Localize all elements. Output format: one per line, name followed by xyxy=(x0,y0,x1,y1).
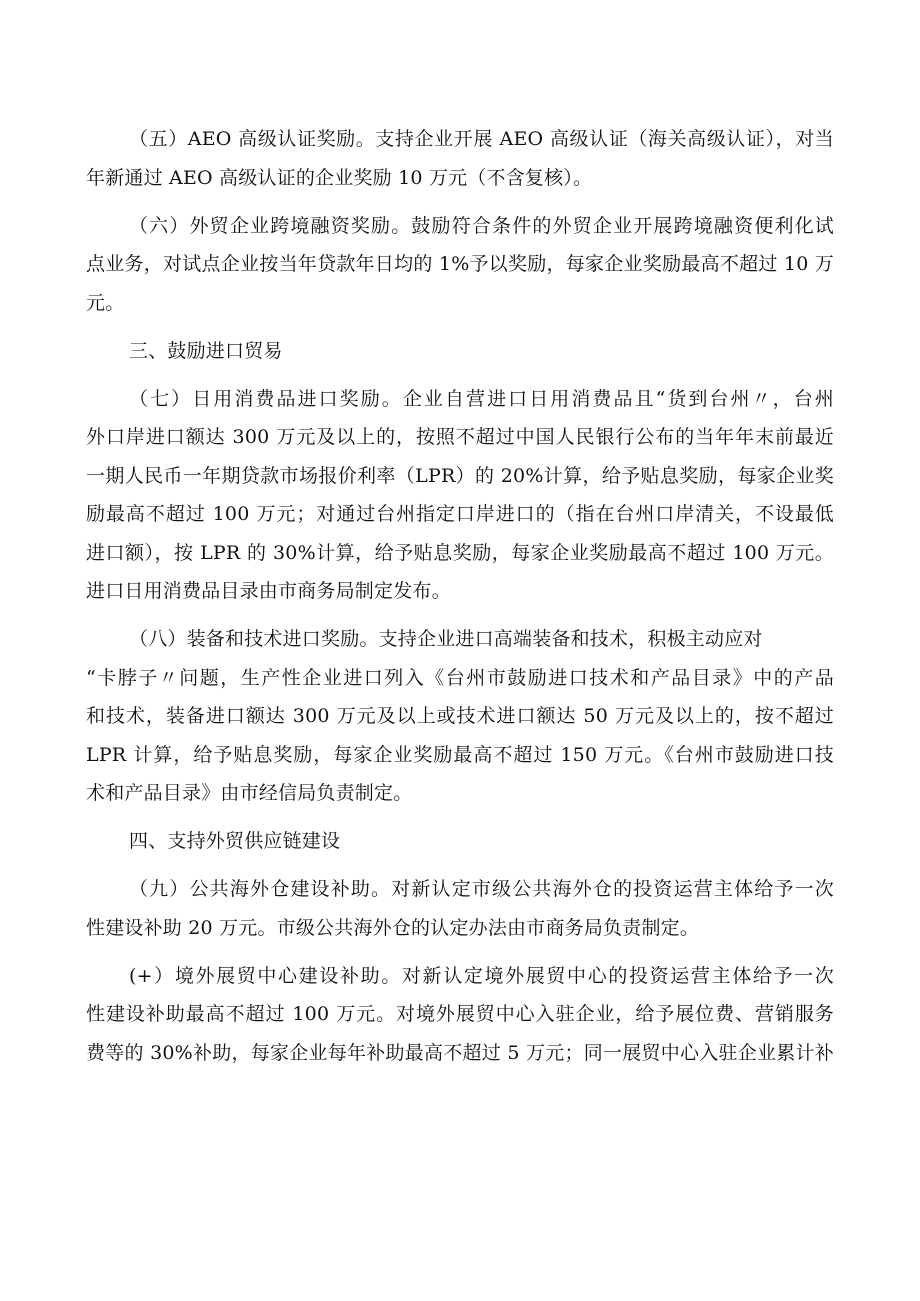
text-line: （八）装备和技术进口奖励。支持企业进口高端装备和技术，积极主动应对 xyxy=(129,628,763,650)
section-heading-4 xyxy=(86,822,834,861)
text-line: 进口日用消费品目录由市商务局制定发布。 xyxy=(86,580,451,602)
section-heading: 四、支持外贸供应链建设 xyxy=(129,830,341,852)
text-line: 性建设补助 20 万元。市级公共海外仓的认定办法由市商务局负责制定。 xyxy=(86,916,700,939)
text-line: （七）日用消费品进口奖励。企业自营进口日用消费品且“货到台州〃，台州 xyxy=(129,387,834,410)
text-line: “卡脖子〃问题，生产性企业进口列入《台州市鼓励进口技术和产品目录》中的产品 xyxy=(86,666,834,689)
paragraph-5 xyxy=(86,120,834,197)
text-line: 外口岸进口额达 300 万元及以上的，按照不超过中国人民银行公布的当年年末前最近 xyxy=(86,426,834,448)
text-line: （九）公共海外仓建设补助。对新认定市级公共海外仓的投资运营主体给予一次 xyxy=(129,878,834,900)
document-page xyxy=(86,120,834,1072)
text-line: 点业务，对试点企业按当年贷款年日均的 1%予以奖励，每家企业奖励最高不超过 10 万 xyxy=(86,253,834,275)
text-line: 性建设补助最高不超过 100 万元。对境外展贸中心入驻企业，给予展位费、营销服务 xyxy=(86,1003,834,1025)
text-line: 费等的 30%补助，每家企业每年补助最高不超过 5 万元；同一展贸中心入驻企业累计补 xyxy=(86,1041,834,1064)
text-line: 元。 xyxy=(86,291,125,314)
text-line: (+）境外展贸中心建设补助。对新认定境外展贸中心的投资运营主体给予一次 xyxy=(129,964,834,987)
text-line: （五）AEO 高级认证奖励。支持企业开展 AEO 高级认证（海关高级认证），对当 xyxy=(129,128,834,150)
paragraph-7 xyxy=(86,380,834,611)
text-line: 一期人民币一年期贷款市场报价利率（LPR）的 20%计算，给予贴息奖励，每家企业奖 xyxy=(86,464,834,487)
paragraph-10 xyxy=(86,957,834,1073)
paragraph-6 xyxy=(86,207,834,323)
text-line: 进口额），按 LPR 的 30%计算，给予贴息奖励，每家企业奖励最高不超过 100 万元。 xyxy=(86,541,834,564)
text-line: 术和产品目录》由市经信局负责制定。 xyxy=(86,782,413,804)
section-heading-3 xyxy=(86,332,834,371)
text-line: LPR 计算，给予贴息奖励，每家企业奖励最高不超过 150 万元。《台州市鼓励进口技 xyxy=(86,743,834,766)
text-line: （六）外贸企业跨境融资奖励。鼓励符合条件的外贸企业开展跨境融资便利化试 xyxy=(129,214,834,237)
text-line: 和技术，装备进口额达 300 万元及以上或技术进口额达 50 万元及以上的，按不超过 xyxy=(86,705,834,727)
paragraph-9 xyxy=(86,870,834,947)
section-heading: 三、鼓励进口贸易 xyxy=(129,339,283,362)
paragraph-8 xyxy=(86,620,834,813)
text-line: 年新通过 AEO 高级认证的企业奖励 10 万元（不含复核）。 xyxy=(86,166,593,189)
text-line: 励最高不超过 100 万元；对通过台州指定口岸进口的（指在台州口岸清关，不设最低 xyxy=(86,503,834,525)
